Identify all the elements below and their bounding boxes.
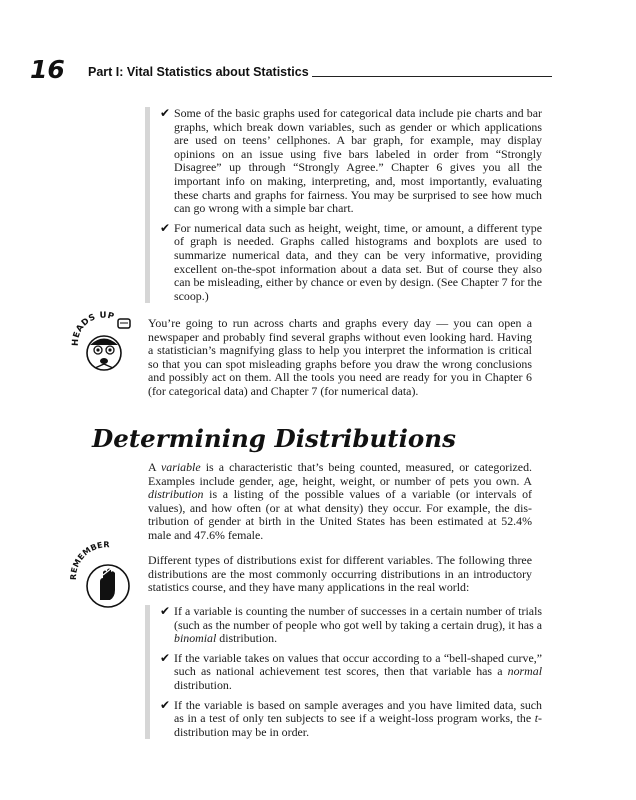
check-mark-icon: ✔ xyxy=(160,106,171,120)
list-item-text: If the variable takes on values that occur according to a “bell-shaped curve,” such as national achievement test scores, then that variable has a xyxy=(174,650,542,679)
list-item xyxy=(160,107,542,216)
term-variable: variable xyxy=(161,460,201,474)
list-item-text: Some of the basic graphs used for categorical data include pie charts and bar graphs, which break down variables, such as gender or which applications are used on teens’ cellphones. A bar graph, for example, may display opinions on an issue using five bars labeled in order from “Strongly Disagree” up through “Strongly Agree.” Chapter 6 gives you all the important info on making, interpreting, and, most importantly, evaluating these charts and graphs for fairness. You may be surprised to see how much can go wrong with a simple bar chart. xyxy=(174,106,542,216)
list-item-text: If the variable is based on sample averages and you have limited data, such as in a test of only ten subjects to see if a weight-loss program works, the xyxy=(174,697,542,726)
remember-icon-label: EMEMBER xyxy=(70,540,110,574)
intro-text-3: is a listing of the possible values of a variable (or intervals of values), and how often (or at what density) they occur. For example, the distribution of gender at birth in the United States has been estimated at 52.4% male and 47.6% female. xyxy=(148,487,532,542)
list-item-text: For numerical data such as height, weight, time, or amount, a different type of graph is needed. Graphs called histograms and boxplots are used to summarize numerical data, and they can be very informative, providing excellent on-the-spot information about a data set. But of course they also can be misleading, either by chance or even by design. (See Chapter 7 for the scoop.) xyxy=(174,220,542,303)
intro-paragraph xyxy=(148,461,532,543)
term-normal: normal xyxy=(507,664,542,679)
list-item-text: distribution. xyxy=(174,677,232,692)
list-item xyxy=(160,605,542,646)
remember-icon xyxy=(70,540,146,616)
section-heading: Determining Distributions xyxy=(92,424,456,453)
remember-text: Different types of distributions exist for different variables. The following three distributions are the most commonly occurring distributions in an introductory statistics course, and they have many applications in the real world: xyxy=(148,553,532,595)
running-head: Part I: Vital Statistics about Statistics xyxy=(88,65,309,79)
bullet-list-distributions xyxy=(145,605,542,739)
intro-text-2: is a characteristic that’s being counted, measured, or categorized. Examples include gender, age, height, weight, or number of pets you own. A xyxy=(148,460,532,488)
term-binomial: binomial xyxy=(174,631,217,646)
check-mark-icon: ✔ xyxy=(160,604,171,618)
heads-up-icon-label: HEADS UP xyxy=(70,310,116,347)
list-item xyxy=(160,699,542,740)
list-item-text: -distribution may be in order. xyxy=(174,711,542,739)
list-item-text: distribution. xyxy=(216,631,278,646)
list-item xyxy=(160,652,542,693)
check-mark-icon: ✔ xyxy=(160,650,171,665)
bullet-list-graphs xyxy=(145,107,542,303)
intro-text-1: A xyxy=(148,460,162,474)
remember-paragraph xyxy=(148,554,532,595)
term-t: t xyxy=(534,711,539,726)
page-number: 16 xyxy=(30,55,65,84)
page-header xyxy=(30,56,552,84)
term-distribution: distribution xyxy=(148,487,204,502)
check-mark-icon: ✔ xyxy=(160,697,171,712)
heads-up-icon xyxy=(70,310,140,380)
header-rule xyxy=(312,76,552,77)
check-mark-icon: ✔ xyxy=(160,220,171,235)
heads-up-paragraph xyxy=(148,317,532,399)
list-item-text: If a variable is counting the number of successes in a certain number of trials (such as the number of people who got well by taking a certain drug), it has a xyxy=(174,604,542,632)
heads-up-text: You’re going to run across charts and graphs every day — you can open a newspaper and probably find several graphs without even looking hard. Having a statistician’s magnifying glass to help you interpret the information is critical so that you can spot misleading graphs before you draw the wrong conclusions and possibly act on them. All the tools you need are ready for you in Chapter 6 (for categorical data) and Chapter 7 (for numerical data). xyxy=(148,316,532,398)
list-item xyxy=(160,222,542,304)
